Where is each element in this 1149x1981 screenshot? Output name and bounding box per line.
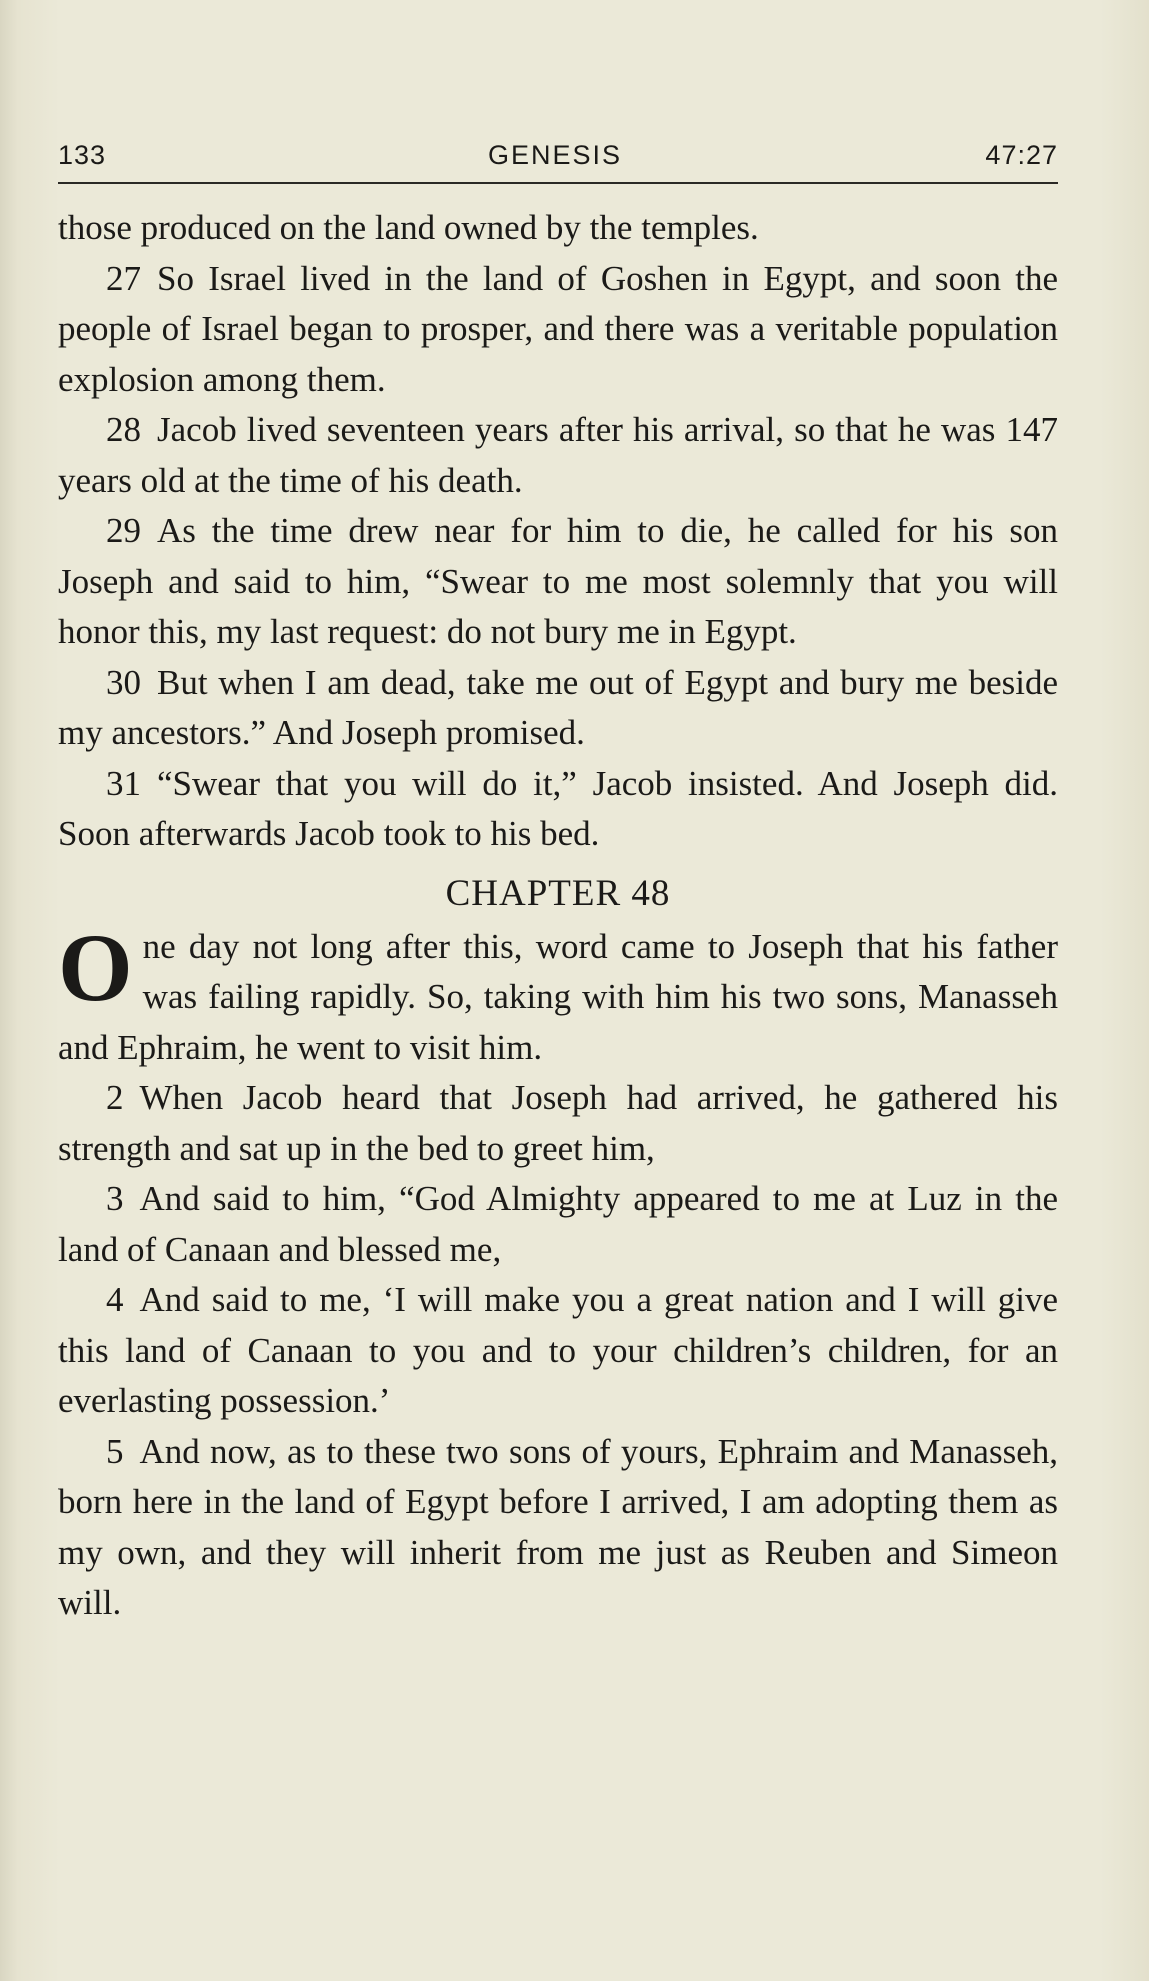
verse-number: 5 <box>106 1431 124 1471</box>
verse-30 <box>58 658 1058 759</box>
verse-4 <box>58 1275 1058 1427</box>
verse-number: 2 <box>106 1078 124 1117</box>
verse-text: And now, as to these two sons of yours, Ephraim and Manasseh, born here in the land of Egypt before I arrived, I am adopting them as my own, and they will inherit from me just as Reuben and Simeon will. <box>58 1431 1058 1622</box>
verse-text: Jacob lived seventeen years after his arrival, so that he was 147 years old at the time of his death. <box>58 410 1058 500</box>
opening-text: ne day not long after this, word came to Joseph that his father was failing rapidly. So, taking with him his two sons, Manasseh and Ephraim, he went to visit him. <box>58 926 1058 1067</box>
verse-number: 31 <box>106 763 141 803</box>
verse-number: 30 <box>106 662 141 702</box>
verse-number: 29 <box>106 511 141 550</box>
verse-text: As the time drew near for him to die, he called for his son Joseph and said to him, “Swear to me most solemnly that you will honor this, my last request: do not bury me in Egypt. <box>58 511 1058 651</box>
verse-text: But when I am dead, take me out of Egypt and bury me beside my ancestors.” And Joseph promised. <box>58 662 1058 752</box>
verse-28 <box>58 405 1058 506</box>
verse-27 <box>58 254 1058 406</box>
verse-3 <box>58 1174 1058 1275</box>
running-header <box>58 140 1058 184</box>
drop-cap: O <box>58 913 133 1021</box>
verse-number: 4 <box>106 1280 124 1319</box>
verse-number: 28 <box>106 410 141 449</box>
chapter-verse-reference: 47:27 <box>985 140 1058 170</box>
verse-number: 3 <box>106 1179 124 1218</box>
chapter-heading: CHAPTER 48 <box>445 872 671 914</box>
verse-2 <box>58 1073 1058 1174</box>
verse-number: 27 <box>106 258 141 298</box>
verse-29 <box>58 506 1058 658</box>
continued-paragraph: those produced on the land owned by the temples. <box>58 208 759 247</box>
book-title: GENESIS <box>488 140 623 170</box>
verse-text: When Jacob heard that Joseph had arrived, he gathered his strength and sat up in the bed to greet him, <box>58 1078 1058 1168</box>
verse-text: So Israel lived in the land of Goshen in Egypt, and soon the people of Israel began to prosper, and there was a veritable population explosion among them. <box>58 258 1058 399</box>
page-body <box>58 203 1058 1629</box>
chapter-opening-paragraph <box>58 913 1058 1074</box>
page-number: 133 <box>58 140 107 170</box>
verse-text: And said to me, ‘I will make you a great nation and I will give this land of Canaan to you and to your children’s children, for an everlasting possession.’ <box>58 1280 1058 1420</box>
verse-31 <box>58 759 1058 860</box>
verse-text: And said to him, “God Almighty appeared to me at Luz in the land of Canaan and blessed me, <box>58 1179 1058 1269</box>
verse-text: “Swear that you will do it,” Jacob insisted. And Joseph did. Soon afterwards Jacob took to his bed. <box>58 763 1058 853</box>
verse-5 <box>58 1427 1058 1629</box>
header-rule <box>58 182 1058 184</box>
